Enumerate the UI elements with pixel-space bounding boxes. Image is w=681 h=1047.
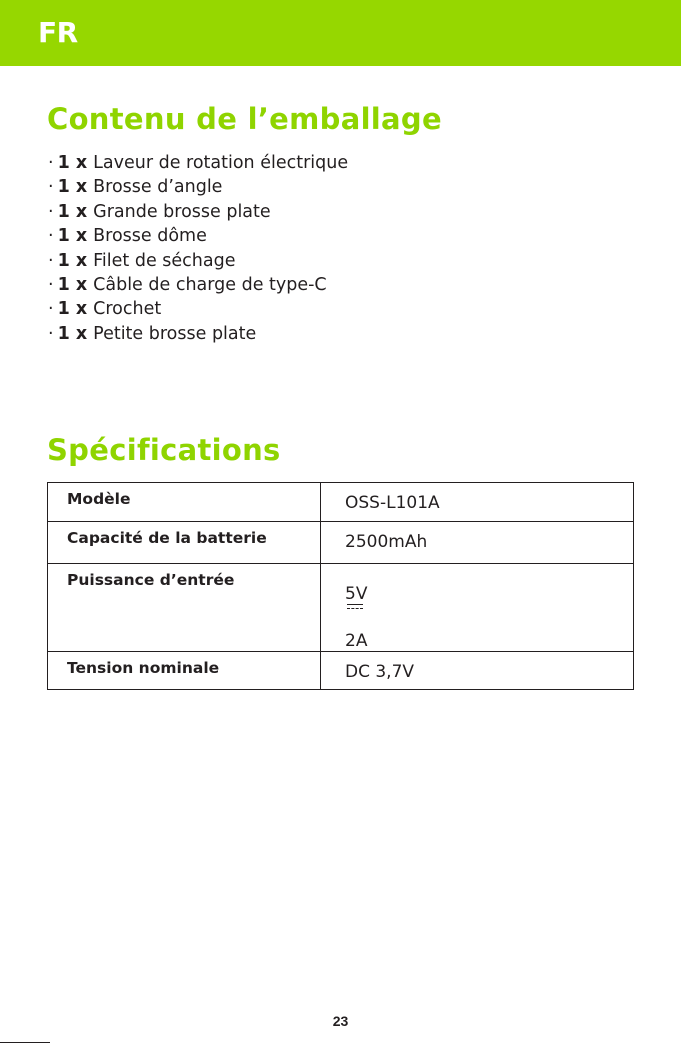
list-item: [48, 175, 348, 199]
spec-value-voltage: 5V: [345, 584, 368, 604]
spec-label-cell: [48, 652, 321, 690]
table-row: [48, 652, 634, 690]
language-code: FR: [38, 16, 78, 49]
bullet: ·: [48, 250, 54, 271]
bullet: ·: [48, 153, 54, 173]
item-quantity: 1 x: [57, 299, 88, 320]
spec-label: Capacité de la batterie: [67, 529, 267, 547]
item-label: Crochet: [93, 299, 162, 320]
list-item: [48, 200, 348, 224]
item-quantity: 1 x: [57, 177, 88, 198]
bullet: ·: [48, 323, 54, 344]
bullet: ·: [48, 274, 54, 295]
spec-value-cell: [321, 652, 634, 690]
package-contents-title: Contenu de l’emballage: [47, 102, 442, 136]
item-label: Câble de charge de type-C: [93, 274, 327, 295]
list-item: [48, 224, 348, 248]
bullet: ·: [48, 299, 54, 320]
spec-value-cell: [321, 483, 634, 522]
item-label: Petite brosse plate: [93, 323, 257, 344]
list-item: [48, 151, 348, 175]
spec-value: 2500mAh: [345, 532, 428, 552]
spec-label: Modèle: [67, 490, 131, 508]
spec-value: OSS-L101A: [345, 493, 440, 513]
item-quantity: 1 x: [57, 323, 88, 344]
item-label: Laveur de rotation électrique: [93, 153, 349, 173]
crop-mark: [0, 1042, 50, 1043]
spec-label: Puissance d’entrée: [67, 571, 235, 589]
list-item: [48, 273, 348, 297]
page-number: 23: [332, 1013, 349, 1029]
spec-value: DC 3,7V: [345, 662, 415, 682]
item-label: Filet de séchage: [93, 250, 236, 271]
item-quantity: 1 x: [57, 201, 88, 222]
specifications-title: Spécifications: [47, 433, 281, 467]
item-label: Grande brosse plate: [93, 201, 271, 222]
dc-current-icon: [347, 604, 363, 621]
item-quantity: 1 x: [57, 226, 88, 247]
item-quantity: 1 x: [57, 274, 88, 295]
item-quantity: 1 x: [57, 153, 88, 173]
spec-value-cell: [321, 564, 634, 652]
spec-value-cell: [321, 522, 634, 564]
item-quantity: 1 x: [57, 250, 88, 271]
table-row: [48, 564, 634, 652]
spec-label-cell: [48, 522, 321, 564]
spec-label-cell: [48, 564, 321, 652]
list-item: [48, 249, 348, 273]
item-label: Brosse d’angle: [93, 177, 223, 198]
table-row: [48, 483, 634, 522]
spec-value: [345, 564, 633, 651]
bullet: ·: [48, 201, 54, 222]
spec-value-current: 2A: [345, 631, 368, 651]
table-row: [48, 522, 634, 564]
spec-label-cell: [48, 483, 321, 522]
list-item: [48, 297, 348, 321]
specifications-table: [47, 482, 634, 690]
package-contents-list: [48, 151, 348, 346]
header-band: [0, 0, 681, 66]
bullet: ·: [48, 226, 54, 247]
item-label: Brosse dôme: [93, 226, 207, 247]
spec-label: Tension nominale: [67, 659, 220, 677]
list-item: [48, 322, 348, 346]
bullet: ·: [48, 177, 54, 198]
